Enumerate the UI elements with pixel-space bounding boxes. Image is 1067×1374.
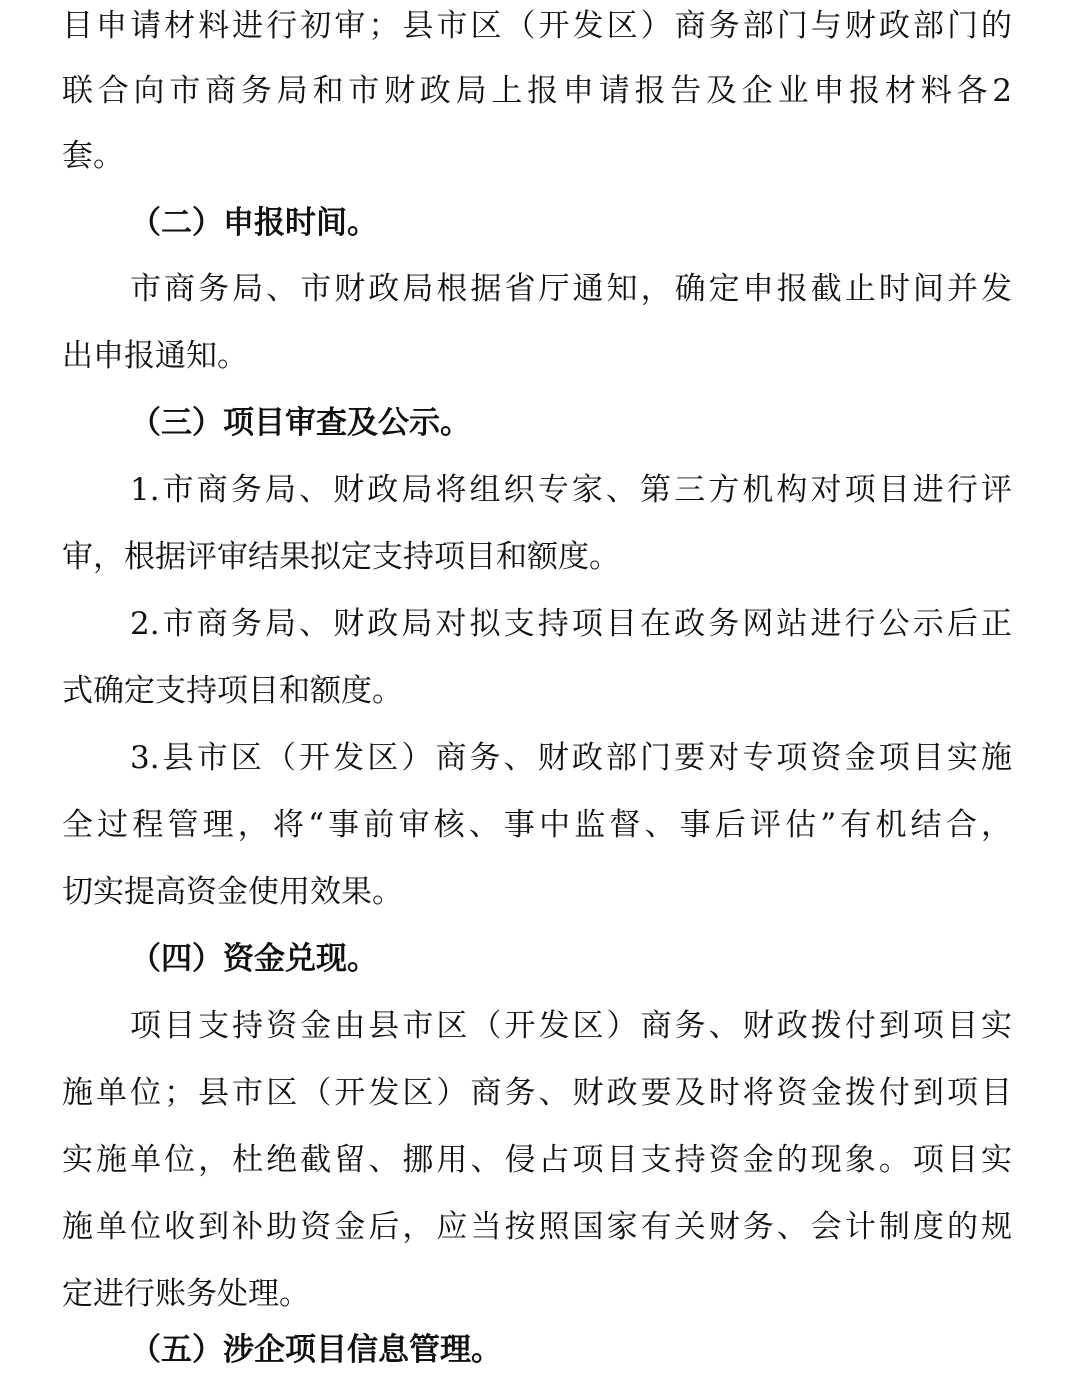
section-heading: （四）资金兑现。: [130, 941, 378, 977]
text-line: 项目支持资金由县市区（开发区）商务、财政拨付到项目实: [130, 1008, 1012, 1044]
text-line: 目申请材料进行初审；县市区（开发区）商务部门与财政部门的: [62, 8, 1012, 44]
text-line: 施单位；县市区（开发区）商务、财政要及时将资金拨付到项目: [62, 1075, 1012, 1111]
text-line: 套。: [62, 138, 124, 174]
text-line: 切实提高资金使用效果。: [62, 874, 403, 910]
section-heading: （三）项目审查及公示。: [130, 405, 471, 441]
text-line: 市商务局、市财政局根据省厅通知，确定申报截止时间并发: [130, 271, 1012, 307]
text-line: 1.市商务局、财政局将组织专家、第三方机构对项目进行评: [130, 472, 1012, 508]
section-heading: （五）涉企项目信息管理。: [130, 1332, 502, 1368]
text-line: 联合向市商务局和市财政局上报申请报告及企业申报材料各2: [62, 73, 1012, 109]
text-line: 2.市商务局、财政局对拟支持项目在政务网站进行公示后正: [130, 606, 1012, 642]
text-line: 全过程管理，将“事前审核、事中监督、事后评估”有机结合，: [62, 807, 1012, 843]
text-line: 实施单位，杜绝截留、挪用、侵占项目支持资金的现象。项目实: [62, 1142, 1012, 1178]
text-line: 定进行账务处理。: [62, 1276, 310, 1312]
section-heading: （二）申报时间。: [130, 205, 378, 241]
text-line: 出申报通知。: [62, 338, 248, 374]
text-line: 施单位收到补助资金后，应当按照国家有关财务、会计制度的规: [62, 1209, 1012, 1245]
text-line: 审，根据评审结果拟定支持项目和额度。: [62, 539, 620, 575]
text-line: 3.县市区（开发区）商务、财政部门要对专项资金项目实施: [130, 740, 1012, 776]
text-line: 式确定支持项目和额度。: [62, 673, 403, 709]
